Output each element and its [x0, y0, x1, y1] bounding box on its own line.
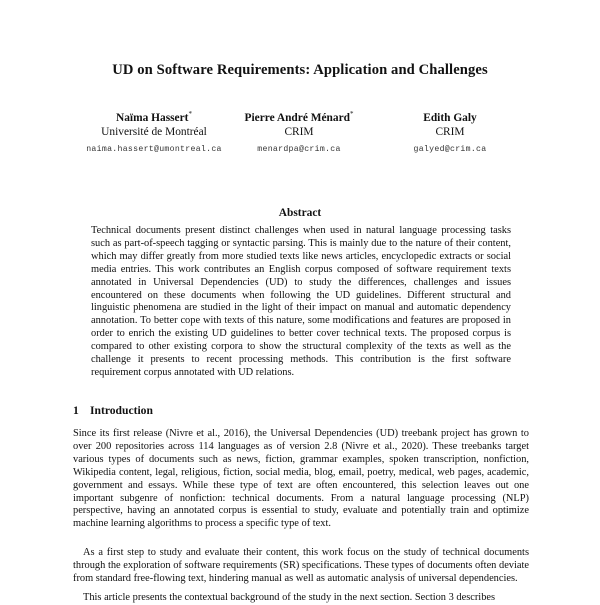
author-affiliation: CRIM	[435, 125, 465, 138]
author-block	[355, 107, 545, 157]
author-affiliation: Université de Montréal	[101, 125, 207, 138]
body-paragraph: As a first step to study and evaluate their content, this work focus on the study of technical documents through the exploration of software requirements (SR) specifications. These types of documents often deviate from standard free-flowing text, hindering manual as well as automatic analysis of universal dependencies.	[73, 547, 529, 584]
body-paragraph: This article presents the contextual background of the study in the next section. Section 3 describes	[83, 592, 496, 603]
author-name: Pierre André Ménard	[244, 111, 350, 124]
author-name: Naïma Hassert	[116, 111, 189, 124]
author-email: menardpa@crim.ca	[257, 144, 341, 154]
author-name: Edith Galy	[423, 111, 477, 124]
author-mark: *	[349, 110, 354, 118]
abstract-text: Technical documents present distinct challenges when used in natural language processing tasks such as part-of-speech tagging or syntactic parsing. This is mainly due to the nature of their content, which may differ greatly from more studied texts like news articles, encyclopedic extracts or social media entries. This work contributes an English corpus composed of software requirement texts annotated in Universal Dependencies (UD) to study the differences, challenges and issues encountered on these documents when following the UD guidelines. Different structural and linguistic phenomena are studied in the light of their impact on manual and automatic dependency annotation. To better cope with texts of this nature, some modifications and features are proposed in order to enrich the existing UD guidelines to better cover technical texts. The proposed corpus is compared to other existing corpora to show the structural complexity of the texts as well as the challenge it presents to recent processing methods. This contribution is the first software requirement corpus annotated with UD relations.	[91, 225, 511, 378]
author-email: galyed@crim.ca	[413, 144, 487, 154]
paper-title: UD on Software Requirements: Application and Challenges	[112, 62, 488, 78]
author-mark: *	[188, 110, 192, 118]
author-affiliation: CRIM	[284, 125, 314, 138]
body-paragraph: Since its first release (Nivre et al., 2016), the Universal Dependencies (UD) treebank project has grown to over 200 repositories across 114 languages as of version 2.8 (Nivre et al., 2020). These treebanks target various types of documents such as news, fiction, grammar examples, spoken transcription, nonfiction, Wikipedia content, legal, religious, fiction, social media, blog, email, poetry, medical, web pages, academic, government and essays. While these type of text are often encountered, this selection leaves out one important subgenre of nonfiction: technical documents. From a natural language processing (NLP) perspective, having an annotated corpus is essential to study, evaluate and potentially train and optimize machine learning algorithms to process a specific type of text.	[73, 428, 529, 530]
author-email: naima.hassert@umontreal.ca	[86, 144, 222, 154]
section-title: Introduction	[90, 404, 153, 417]
section-heading	[73, 404, 153, 417]
section-number: 1	[73, 404, 79, 417]
abstract-heading: Abstract	[278, 207, 322, 219]
